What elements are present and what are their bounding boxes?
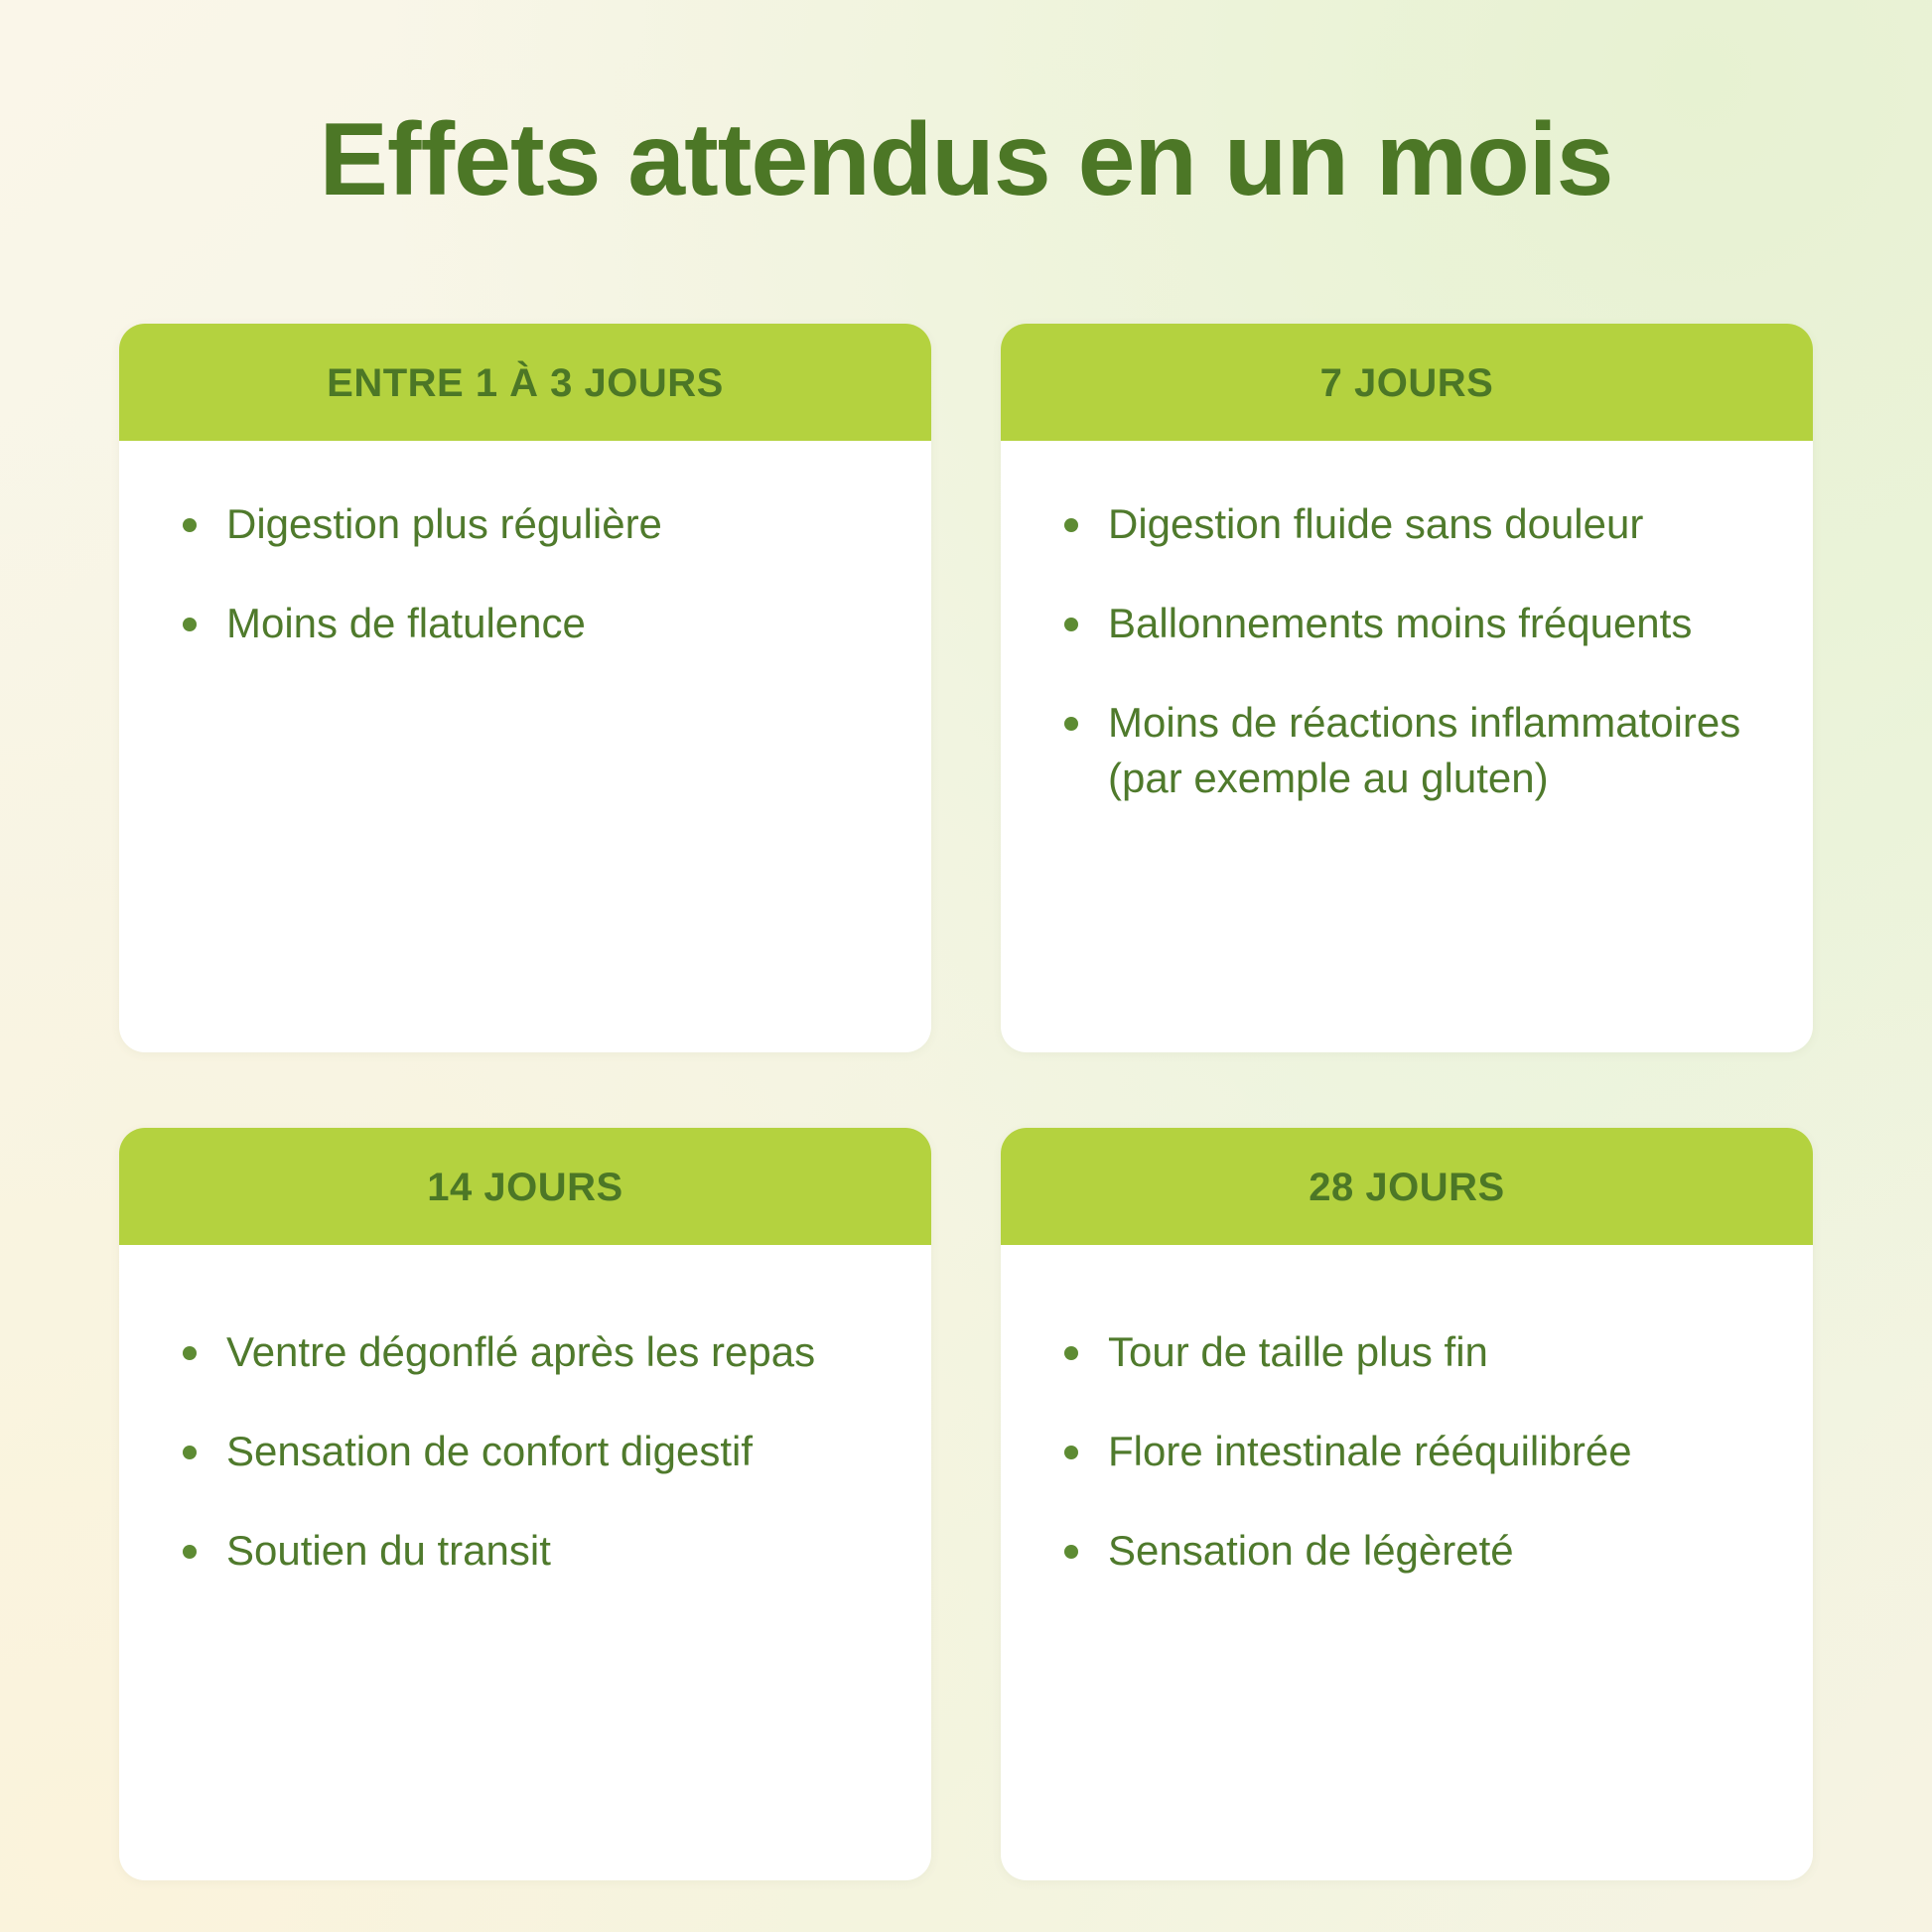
list-item: Digestion plus régulière [175,496,876,552]
card-body-28-jours [1001,1245,1813,1880]
card-header-28-jours: 28 JOURS [1001,1128,1813,1245]
card-body-1-3-jours [119,441,931,1052]
timeline-card-14-jours [119,1128,931,1880]
card-body-14-jours [119,1245,931,1880]
timeline-card-grid [0,216,1932,1880]
effects-list-1-3-jours [175,496,876,651]
effects-list-28-jours [1056,1324,1757,1579]
card-header-7-jours: 7 JOURS [1001,324,1813,441]
list-item: Sensation de légèreté [1056,1523,1757,1579]
list-item: Digestion fluide sans douleur [1056,496,1757,552]
card-header-14-jours: 14 JOURS [119,1128,931,1245]
card-header-1-3-jours: ENTRE 1 À 3 JOURS [119,324,931,441]
list-item: Tour de taille plus fin [1056,1324,1757,1380]
timeline-card-1-3-jours [119,324,931,1052]
page-title: Effets attendus en un mois [319,102,1613,217]
card-body-7-jours [1001,441,1813,1052]
list-item: Sensation de confort digestif [175,1424,876,1479]
list-item: Ventre dégonflé après les repas [175,1324,876,1380]
list-item: Flore intestinale rééquilibrée [1056,1424,1757,1479]
list-item: Moins de réactions inflammatoires (par exemple au gluten) [1056,695,1757,806]
list-item: Soutien du transit [175,1523,876,1579]
list-item: Ballonnements moins fréquents [1056,596,1757,651]
timeline-card-28-jours [1001,1128,1813,1880]
list-item: Moins de flatulence [175,596,876,651]
timeline-card-7-jours [1001,324,1813,1052]
effects-list-7-jours [1056,496,1757,805]
effects-list-14-jours [175,1324,876,1579]
